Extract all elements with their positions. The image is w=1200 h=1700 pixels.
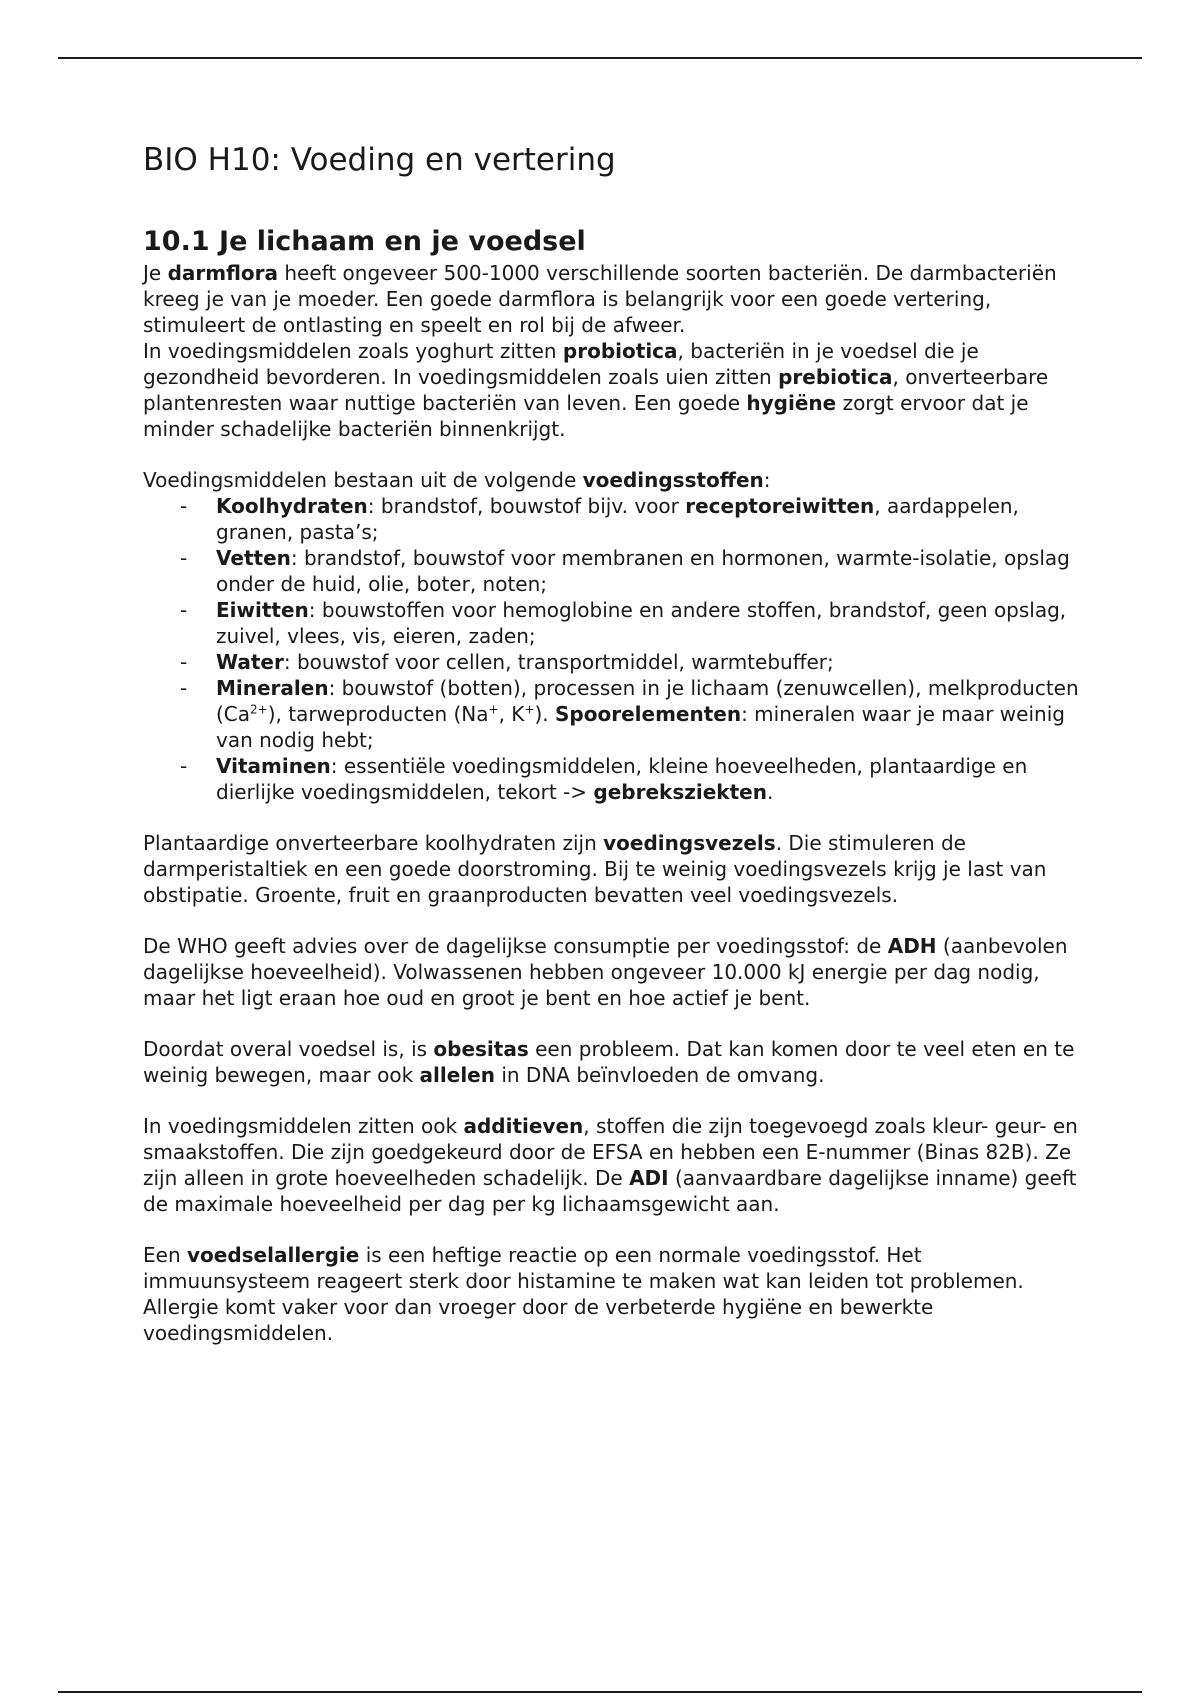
- paragraph-biotica: In voedingsmiddelen zoals yoghurt zitten probiotica, bacteriën in je voedsel die je gezondheid bevorderen. In voedingsmiddelen zoals uien zitten prebiotica, onverteerbare plantenresten waar nuttige bacteriën van leven. Een goede hygiëne zorgt ervoor dat je minder schadelijke bacteriën binnenkrijgt.: [143, 339, 1049, 441]
- list-item: - Koolhydraten: brandstof, bouwstof bijv. voor receptoreiwitten, aardappelen, granen, pasta’s;: [216, 493, 1083, 545]
- list-item: - Vetten: brandstof, bouwstof voor membranen en hormonen, warmte-isolatie, opslag onder de huid, olie, boter, noten;: [216, 545, 1083, 597]
- list-item: - Mineralen: bouwstof (botten), processen in je lichaam (zenuwcellen), melkproducten $(Ca^{2+})$, tarweproducten (Na+, K+). Spoorelementen: mineralen waar je maar weinig van nodig hebt;: [216, 675, 1083, 753]
- paragraph-obesity: Doordat overal voedsel is, is obesitas een probleem. Dat kan komen door te veel eten en te weinig bewegen, maar ook allelen in DNA beïnvloeden de omvang.: [143, 1037, 1075, 1087]
- nutrient-list: [143, 493, 1083, 805]
- list-item: - Eiwitten: bouwstoffen voor hemoglobine en andere stoffen, brandstof, geen opslag, zuivel, vlees, vis, eieren, zaden;: [216, 597, 1083, 649]
- paragraph-fibers: Plantaardige onverteerbare koolhydraten zijn voedingsvezels. Die stimuleren de darmperistaltiek en een goede doorstroming. Bij te weinig voedingsvezels krijg je last van obstipatie. Groente, fruit en graanproducten bevatten veel voedingsvezels.: [143, 831, 1047, 907]
- paragraph-darmflora: Je darmflora heeft ongeveer 500-1000 verschillende soorten bacteriën. De darmbacteriën kreeg je van je moeder. Een goede darmflora is belangrijk voor een goede vertering, stimuleert de ontlasting en speelt en rol bij de afweer.: [143, 261, 1057, 337]
- header-rule: [58, 57, 1142, 59]
- document-body: [143, 138, 1083, 1346]
- paragraph-nutrients-lead: Voedingsmiddelen bestaan uit de volgende voedingsstoffen:: [143, 468, 771, 492]
- paragraph-allergy: Een voedselallergie is een heftige reactie op een normale voedingsstof. Het immuunsysteem reageert sterk door histamine te maken wat kan leiden tot problemen. Allergie komt vaker voor dan vroeger door de verbeterde hygiëne en bewerkte voedingsmiddelen.: [143, 1243, 1024, 1345]
- list-item: - Water: bouwstof voor cellen, transportmiddel, warmtebuffer;: [216, 649, 1083, 675]
- paragraph-who: De WHO geeft advies over de dagelijkse consumptie per voedingsstof: de ADH (aanbevolen dagelijkse hoeveelheid). Volwassenen hebben ongeveer 10.000 kJ energie per dag nodig, maar het ligt eraan hoe oud en groot je bent en hoe actief je bent.: [143, 934, 1068, 1010]
- footer-rule: [58, 1691, 1142, 1693]
- list-item: - Vitaminen: essentiële voedingsmiddelen, kleine hoeveelheden, plantaardige en dierlijke voedingsmiddelen, tekort -> gebreksziekten.: [216, 753, 1083, 805]
- paragraph-additives: In voedingsmiddelen zitten ook additieven, stoffen die zijn toegevoegd zoals kleur- geur- en smaakstoffen. Die zijn goedgekeurd door de EFSA en hebben een E-nummer (Binas 82B). Ze zijn alleen in grote hoeveelheden schadelijk. De ADI (aanvaardbare dagelijkse inname) geeft de maximale hoeveelheid per dag per kg lichaamsgewicht aan.: [143, 1114, 1078, 1216]
- section-heading: 10.1 Je lichaam en je voedsel: [143, 226, 586, 257]
- document-title: BIO H10: Voeding en vertering: [143, 142, 616, 178]
